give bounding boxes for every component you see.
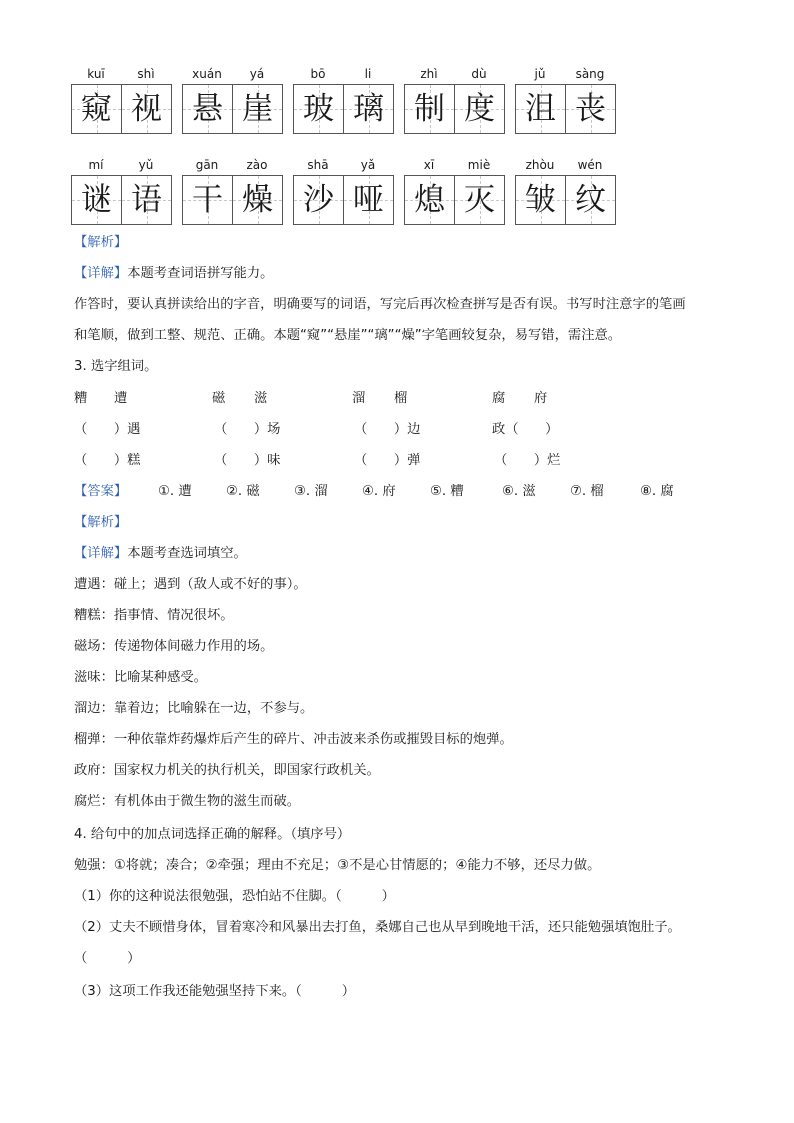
pinyin-text: yá	[249, 67, 265, 81]
character-text: 语	[131, 182, 162, 218]
q3-answer-5: ⑤. 糟	[430, 484, 464, 499]
q3-group-1-char-a: 糟	[74, 391, 88, 406]
character-cell	[183, 176, 232, 224]
character-text: 视	[131, 91, 162, 127]
q3-group-4-char-b: 府	[534, 391, 548, 406]
pinyin-grid-row-1	[71, 64, 626, 134]
pinyin-grid-row-2	[71, 155, 626, 225]
character-text: 璃	[353, 91, 384, 127]
pinyin-text: kuī	[87, 67, 105, 81]
q2-explanation-line-2: 和笔顺，做到工整、规范、正确。本题“窥”“悬崖”“璃”“燥”字笔画较复杂，易写错，需注意。	[74, 328, 622, 343]
q3-answer-8: ⑧. 腐	[640, 484, 674, 499]
character-text: 哑	[353, 182, 384, 218]
word-block	[182, 155, 283, 225]
word-block	[515, 155, 616, 225]
word-block	[404, 64, 505, 134]
character-box-pair	[182, 175, 283, 225]
q3-answer-7: ⑦. 榴	[570, 484, 604, 499]
pinyin-row	[71, 64, 172, 84]
character-cell	[294, 176, 343, 224]
character-cell	[405, 176, 454, 224]
q3-blank-3: （ ）边	[354, 422, 421, 437]
character-box-pair	[515, 84, 616, 134]
q3-blank-5: （ ）糕	[74, 453, 141, 468]
character-text: 燥	[242, 182, 273, 218]
q3-xiangjie-tag: 【详解】	[74, 546, 128, 561]
character-text: 崖	[242, 91, 273, 127]
character-text: 沙	[303, 182, 334, 218]
character-text: 窥	[81, 91, 112, 127]
q3-group-3-char-a: 溜	[352, 391, 366, 406]
pinyin-text: zào	[246, 158, 268, 172]
q3-blank-7: （ ）弹	[354, 453, 421, 468]
q2-xiangjie-text: 本题考查词语拼写能力。	[127, 266, 274, 281]
pinyin-row	[404, 64, 505, 84]
pinyin-text: gān	[195, 158, 219, 172]
q3-definition: 磁场：传递物体间磁力作用的场。	[74, 639, 274, 654]
q2-xiangjie	[74, 264, 273, 284]
character-cell	[343, 176, 393, 224]
character-box-pair	[182, 84, 283, 134]
pinyin-text: sàng	[575, 67, 605, 81]
character-cell	[405, 85, 454, 133]
pinyin-text: bō	[310, 67, 326, 81]
character-text: 熄	[414, 182, 445, 218]
word-block	[515, 64, 616, 134]
character-box-pair	[404, 84, 505, 134]
q3-definition: 政府：国家权力机关的执行机关，即国家行政机关。	[74, 763, 380, 778]
character-box-pair	[293, 84, 394, 134]
pinyin-row	[293, 64, 394, 84]
pinyin-row	[182, 155, 283, 175]
pinyin-row	[404, 155, 505, 175]
q3-definition: 溜边：靠着边；比喻躲在一边，不参与。	[74, 701, 314, 716]
character-text: 纹	[575, 182, 606, 218]
q3-definition: 糟糕：指事情、情况很坏。	[74, 608, 234, 623]
pinyin-text: zhì	[420, 67, 438, 81]
pinyin-text: li	[364, 67, 372, 81]
q3-blank-6: （ ）味	[214, 453, 281, 468]
q3-definition: 榴弹：一种依靠炸药爆炸后产生的碎片、冲击波来杀伤或摧毁目标的炮弹。	[74, 732, 513, 747]
character-text: 干	[192, 182, 223, 218]
character-cell	[565, 85, 615, 133]
pinyin-text: yǔ	[138, 158, 154, 172]
q3-blank-2: （ ）场	[214, 422, 281, 437]
character-cell	[565, 176, 615, 224]
q3-answer-6: ⑥. 滋	[502, 484, 536, 499]
character-text: 灭	[464, 182, 495, 218]
q3-answer-2: ②. 磁	[226, 484, 260, 499]
pinyin-row	[293, 155, 394, 175]
character-cell	[343, 85, 393, 133]
character-box-pair	[71, 175, 172, 225]
pinyin-text: wén	[577, 158, 603, 172]
q3-group-1-char-b: 遭	[114, 391, 128, 406]
pinyin-row	[515, 155, 616, 175]
q3-answer-tag: 【答案】	[74, 484, 128, 499]
character-text: 玻	[303, 91, 334, 127]
q3-blank-8: （ ）烂	[494, 453, 561, 468]
character-text: 沮	[525, 91, 556, 127]
q3-blank-4: 政（ ）	[492, 422, 559, 437]
q3-answer-3: ③. 溜	[294, 484, 328, 499]
q3-jiexi-heading: 【解析】	[74, 515, 128, 530]
character-box-pair	[293, 175, 394, 225]
q3-xiangjie	[74, 544, 247, 564]
q3-definition: 遭遇：碰上；遇到（敌人或不好的事）。	[74, 577, 307, 592]
pinyin-text: xī	[423, 158, 435, 172]
character-cell	[183, 85, 232, 133]
q3-group-2-char-b: 滋	[254, 391, 268, 406]
word-block	[182, 64, 283, 134]
character-box-pair	[71, 84, 172, 134]
pinyin-text: shì	[137, 67, 155, 81]
q3-group-2-char-a: 磁	[212, 391, 226, 406]
character-cell	[516, 85, 565, 133]
q3-definition: 腐烂：有机体由于微生物的滋生而破。	[74, 794, 301, 809]
word-block	[404, 155, 505, 225]
character-text: 皱	[525, 182, 556, 218]
word-block	[293, 64, 394, 134]
character-cell	[232, 176, 282, 224]
pinyin-text: yǎ	[360, 158, 376, 172]
character-text: 制	[414, 91, 445, 127]
character-cell	[121, 176, 171, 224]
character-box-pair	[404, 175, 505, 225]
q4-sentence-2-blank: （ ）	[74, 951, 141, 966]
q2-xiangjie-tag: 【详解】	[74, 266, 128, 281]
character-cell	[121, 85, 171, 133]
q4-sentence-1: （1）你的这种说法很勉强，恐怕站不住脚。（ ）	[74, 889, 395, 904]
pinyin-text: miè	[467, 158, 491, 172]
q3-definition: 滋味：比喻某种感受。	[74, 670, 207, 685]
pinyin-text: dù	[471, 67, 487, 81]
character-cell	[72, 85, 121, 133]
q4-sentence-2: （2）丈夫不顾惜身体，冒着寒冷和风暴出去打鱼，桑娜自己也从早到晚地干活，还只能勉强填饱肚子。	[74, 920, 681, 935]
pinyin-text: xuán	[192, 67, 222, 81]
character-cell	[516, 176, 565, 224]
q3-title: 3. 选字组词。	[74, 359, 158, 374]
pinyin-row	[515, 64, 616, 84]
q2-explanation-line-1: 作答时，要认真拼读给出的字音，明确要写的词语，写完后再次检查拼写是否有误。书写时注意字的笔画	[74, 297, 686, 312]
character-box-pair	[515, 175, 616, 225]
q3-group-3-char-b: 榴	[394, 391, 408, 406]
character-text: 丧	[575, 91, 606, 127]
q4-title: 4. 给句中的加点词选择正确的解释。（填序号）	[74, 827, 351, 842]
character-cell	[72, 176, 121, 224]
character-cell	[454, 85, 504, 133]
character-text: 悬	[192, 91, 223, 127]
pinyin-row	[71, 155, 172, 175]
pinyin-text: jǔ	[534, 67, 546, 81]
character-cell	[232, 85, 282, 133]
q3-blank-1: （ ）遇	[74, 422, 141, 437]
character-cell	[454, 176, 504, 224]
q3-answer-4: ④. 府	[362, 484, 396, 499]
pinyin-row	[182, 64, 283, 84]
pinyin-text: shā	[307, 158, 329, 172]
character-text: 度	[464, 91, 495, 127]
q3-xiangjie-text: 本题考查选词填空。	[127, 546, 247, 561]
pinyin-text: mí	[88, 158, 104, 172]
word-block	[71, 155, 172, 225]
q3-group-4-char-a: 腐	[492, 391, 506, 406]
word-block	[71, 64, 172, 134]
q3-answer-1: ①. 遭	[158, 484, 192, 499]
character-cell	[294, 85, 343, 133]
q4-meanings: 勉强：①将就；凑合；②牵强；理由不充足；③不是心甘情愿的；④能力不够，还尽力做。	[74, 858, 601, 873]
q2-jiexi-heading: 【解析】	[74, 235, 128, 250]
pinyin-text: zhòu	[525, 158, 555, 172]
q4-sentence-3: （3）这项工作我还能勉强坚持下来。（ ）	[74, 984, 356, 999]
character-text: 谜	[81, 182, 112, 218]
word-block	[293, 155, 394, 225]
